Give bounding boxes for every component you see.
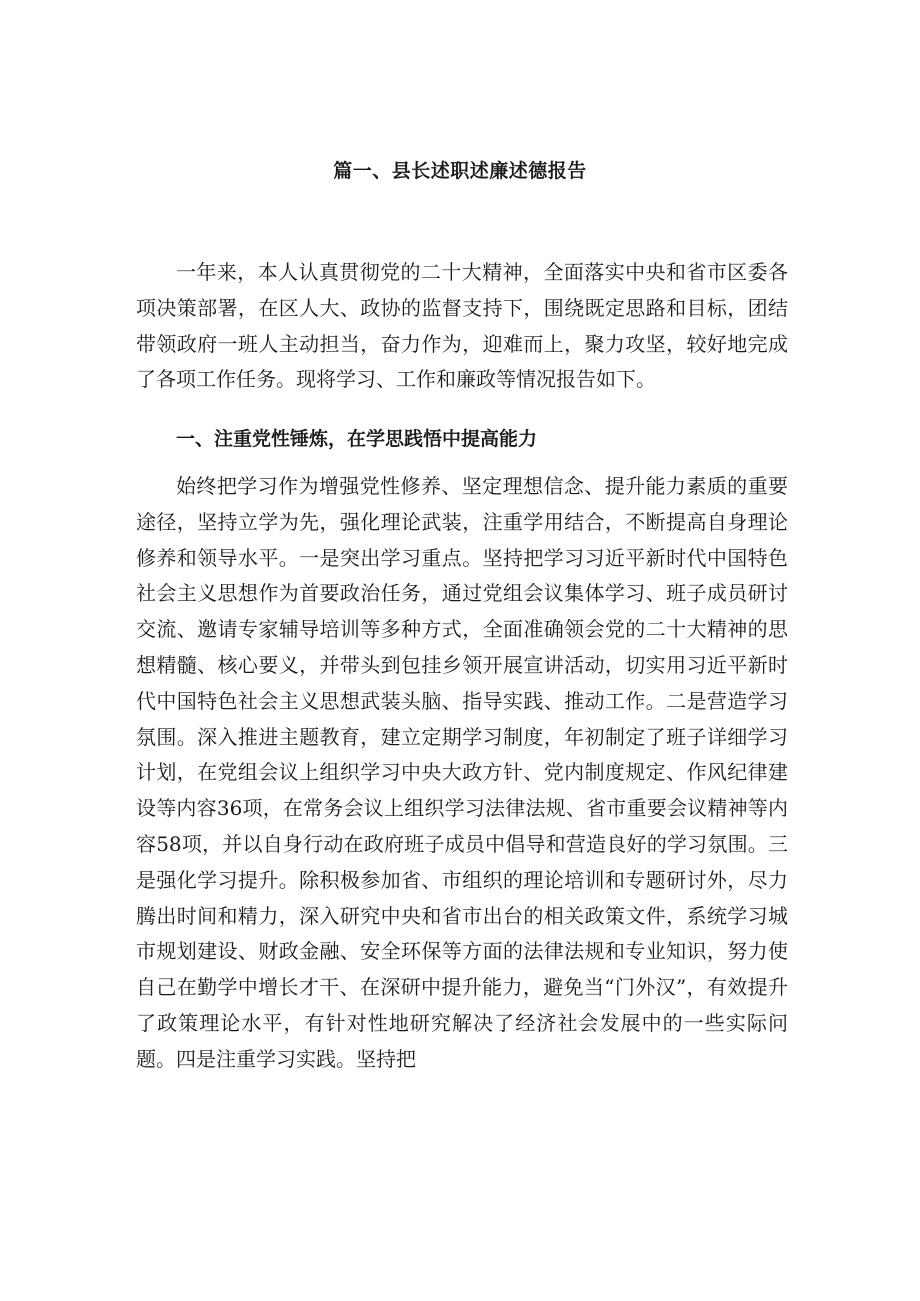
body-paragraph: 始终把学习作为增强党性修养、坚定理想信念、提升能力素质的重要途径，坚持立学为先，强化理论武装，注重学用结合，不断提高自身理论修养和领导水平。一是突出学习重点。坚持把学习习近平新时代中国特色社会主义思想作为首要政治任务，通过党组会议集体学习、班子成员研讨交流、邀请专家辅导培训等多种方式，全面准确领会党的二十大精神的思想精髓、核心要义，并带头到包挂乡领开展宣讲活动，切实用习近平新时代中国特色社会主义思想武装头脑、指导实践、推动工作。二是营造学习氛围。深入推进主题教育，建立定期学习制度，年初制定了班子详细学习计划，在党组会议上组织学习中央大政方针、党内制度规定、作风纪律建设等内容36项，在常务会议上组织学习法律法规、省市重要会议精神等内容58项，并以自身行动在政府班子成员中倡导和营造良好的学习氛围。三是强化学习提升。除积极参加省、市组织的理论培训和专题研讨外，尽力腾出时间和精力，深入研究中央和省市出台的相关政策文件，系统学习城市规划建设、财政金融、安全环保等方面的法律法规和专业知识，努力使自己在勤学中增长才干、在深研中提升能力，避免当“门外汉”，有效提升了政策理论水平，有针对性地研究解决了经济社会发展中的一些实际问题。四是注重学习实践。坚持把 [136, 474, 788, 1071]
intro-paragraph: 一年来，本人认真贯彻党的二十大精神，全面落实中央和省市区委各项决策部署，在区人大、政协的监督支持下，围绕既定思路和目标，团结带领政府一班人主动担当，奋力作为，迎难而上，聚力攻坚，较好地完成了各项工作任务。现将学习、工作和廉政等情况报告如下。 [136, 260, 788, 392]
document-title: 篇一、县长述职述廉述德报告 [333, 160, 587, 182]
section-heading: 一、注重党性锤炼，在学思践悟中提高能力 [176, 428, 538, 450]
